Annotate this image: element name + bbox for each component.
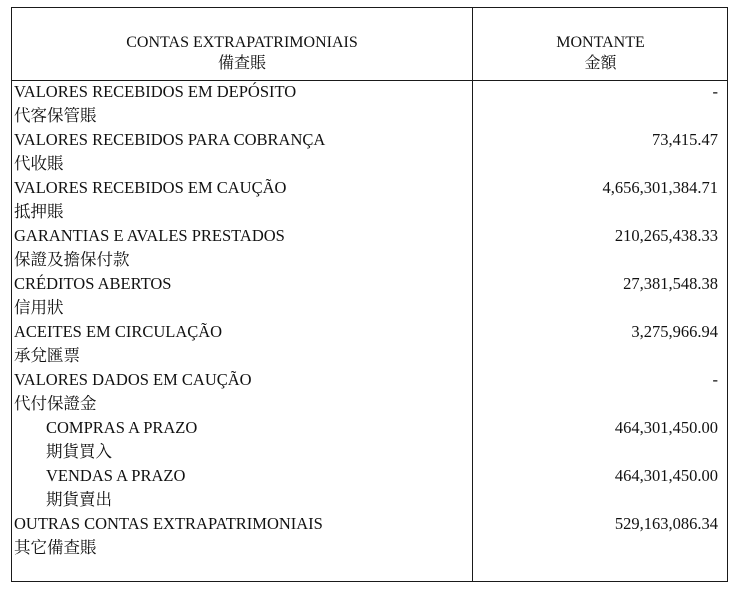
row-label-zh: 保證及擔保付款: [14, 250, 130, 269]
row-label-zh: 期貨買入: [46, 442, 112, 461]
table-row: [12, 176, 727, 200]
table-row: [12, 224, 727, 248]
table-row-subtitle: [12, 152, 727, 176]
table-row-subtitle: [12, 296, 727, 320]
row-label: VALORES RECEBIDOS EM CAUÇÃO: [14, 178, 287, 197]
row-label-zh: 代收賬: [14, 154, 64, 173]
row-amount: 3,275,966.94: [631, 322, 718, 341]
row-amount: -: [712, 370, 718, 389]
row-label-zh: 代付保證金: [14, 394, 97, 413]
table-row-subtitle: [12, 392, 727, 416]
table-row: [12, 368, 727, 392]
table-row-subtitle: [12, 536, 727, 560]
table-row-subtitle: [12, 488, 727, 512]
row-label-zh: 信用狀: [14, 298, 64, 317]
table-row: [12, 320, 727, 344]
table-row: [12, 416, 727, 440]
account-column-header: [12, 32, 472, 74]
row-amount: 4,656,301,384.71: [602, 178, 718, 197]
row-label-zh: 抵押賬: [14, 202, 64, 221]
off-balance-sheet-table: [11, 7, 728, 582]
row-amount: 210,265,438.33: [614, 226, 718, 245]
row-label-zh: 期貨賣出: [46, 490, 112, 509]
table-row-subtitle: [12, 440, 727, 464]
row-label-zh: 承兌匯票: [14, 346, 80, 365]
row-label: OUTRAS CONTAS EXTRAPATRIMONIAIS: [14, 514, 323, 533]
amount-header-pt: MONTANTE: [556, 34, 645, 51]
row-amount: 73,415.47: [652, 130, 718, 149]
row-label: VALORES DADOS EM CAUÇÃO: [14, 370, 252, 389]
table-body: [12, 80, 727, 560]
table-row-subtitle: [12, 104, 727, 128]
row-label: GARANTIAS E AVALES PRESTADOS: [14, 226, 285, 245]
row-label: COMPRAS A PRAZO: [46, 418, 198, 437]
row-amount: 529,163,086.34: [614, 514, 718, 533]
table-row-subtitle: [12, 248, 727, 272]
row-amount: 464,301,450.00: [614, 466, 718, 485]
table-row: [12, 128, 727, 152]
table-row-subtitle: [12, 344, 727, 368]
row-amount: -: [712, 82, 718, 101]
amount-header-zh: 金額: [584, 55, 617, 72]
row-amount: 464,301,450.00: [614, 418, 718, 437]
row-label-zh: 其它備查賬: [14, 538, 97, 557]
row-label: CRÉDITOS ABERTOS: [14, 274, 172, 293]
row-label-zh: 代客保管賬: [14, 106, 97, 125]
row-amount: 27,381,548.38: [623, 274, 718, 293]
row-label: VENDAS A PRAZO: [46, 466, 186, 485]
table-row: [12, 464, 727, 488]
account-header-zh: 備查賬: [217, 55, 266, 72]
table-row: [12, 80, 727, 104]
row-label: ACEITES EM CIRCULAÇÃO: [14, 322, 223, 341]
account-header-pt: CONTAS EXTRAPATRIMONIAIS: [126, 34, 358, 51]
row-label: VALORES RECEBIDOS EM DEPÓSITO: [14, 82, 297, 101]
table-row-subtitle: [12, 200, 727, 224]
amount-column-header: [473, 32, 728, 74]
table-row: [12, 512, 727, 536]
table-row: [12, 272, 727, 296]
row-label: VALORES RECEBIDOS PARA COBRANÇA: [14, 130, 326, 149]
